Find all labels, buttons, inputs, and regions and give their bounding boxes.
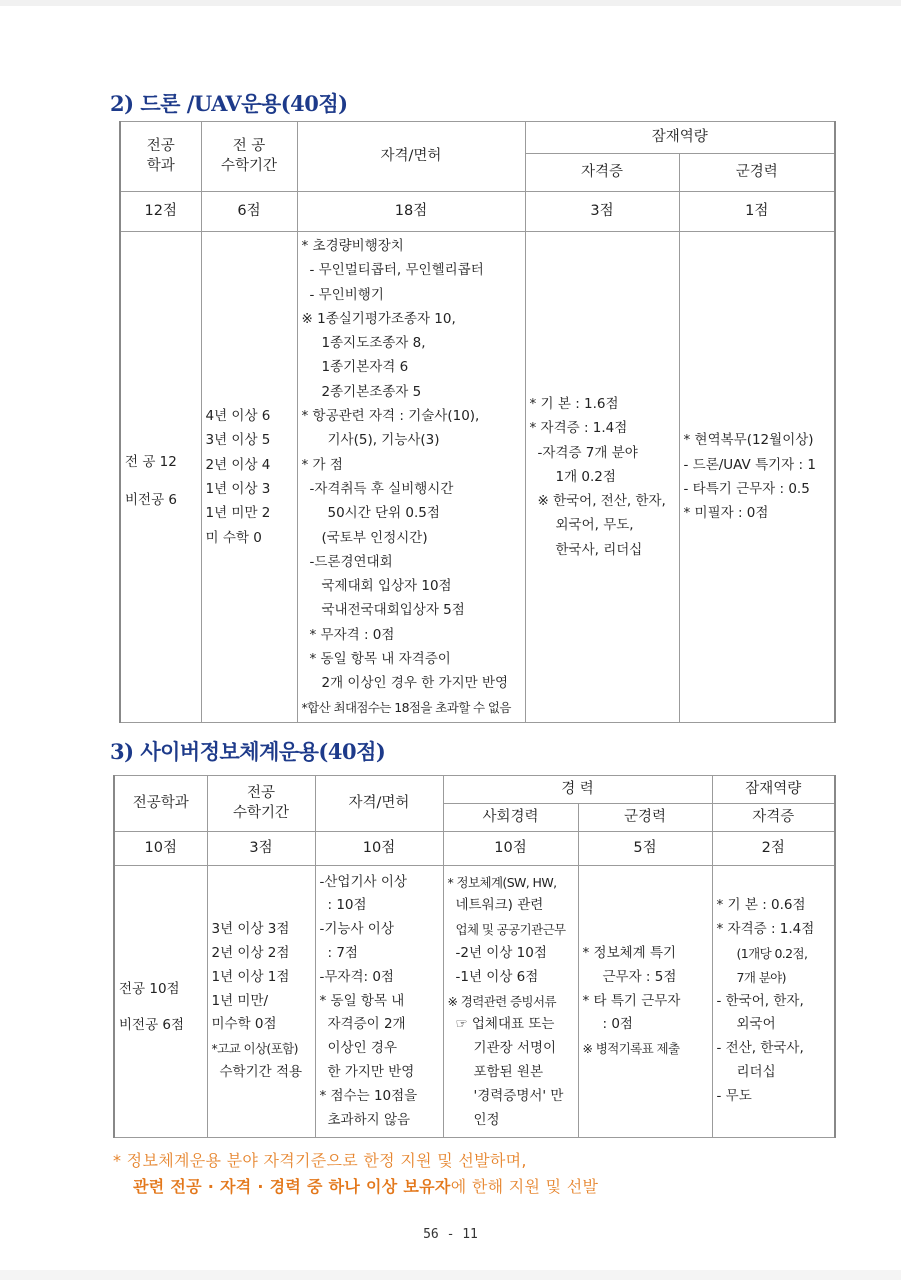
- license-criteria: -산업기사 이상 : 10점 -기능사 이상 : 7점 -무자격: 0점 * 동일 항목 내 자격증이 2개 이상인 경우 한 가지만 반영 * 점수는 10점을 초과하지 않음: [315, 866, 443, 1138]
- section3-title: 3) 사이버정보체계운용(40점): [110, 739, 386, 764]
- eligibility-note-line2: [133, 1174, 598, 1197]
- major-criteria: 전공 10점 비전공 6점: [114, 866, 207, 1138]
- header-social: 사회경력: [443, 804, 578, 832]
- points-license: 18점: [297, 192, 525, 232]
- page-number: 56 - 11: [423, 1227, 478, 1242]
- military-career-criteria: * 정보체계 특기 근무자 : 5점 * 타 특기 근무자 : 0점 ※ 병적기록표 제출: [578, 866, 712, 1138]
- header-major: 전공학과: [114, 776, 207, 832]
- points-military: 5점: [578, 832, 712, 866]
- years-criteria: 4년 이상 6 3년 이상 5 2년 이상 4 1년 이상 3 1년 미만 2 미 수학 0: [201, 232, 297, 723]
- bottom-edge: [0, 1270, 901, 1280]
- section2-title: 2) 드론 /UAV운용(40점): [110, 91, 348, 116]
- header-years: 전 공 수학기간: [201, 122, 297, 192]
- points-major: 10점: [114, 832, 207, 866]
- header-cert: 자격증: [712, 804, 835, 832]
- header-years: 전공 수학기간: [207, 776, 315, 832]
- eligibility-note-emphasis: 관련 전공 · 자격 · 경력 중 하나 이상 보유자: [133, 1177, 451, 1196]
- points-years: 6점: [201, 192, 297, 232]
- header-cert: 자격증: [525, 154, 679, 192]
- points-cert: 3점: [525, 192, 679, 232]
- points-military: 1점: [679, 192, 835, 232]
- header-potential: 잠재역량: [712, 776, 835, 804]
- points-license: 10점: [315, 832, 443, 866]
- points-major: 12점: [120, 192, 201, 232]
- header-license: 자격/면허: [315, 776, 443, 832]
- header-license: 자격/면허: [297, 122, 525, 192]
- top-edge: [0, 0, 901, 6]
- header-career: 경 력: [443, 776, 712, 804]
- header-military: 군경력: [679, 154, 835, 192]
- social-career-criteria: * 정보체계(SW, HW, 네트워크) 관련 업체 및 공공기관근무 -2년 이상 10점 -1년 이상 6점 ※ 경력관련 증빙서류 ☞ 업체대표 또는 기관장 서명이 포함된 원본 '경력증명서' 만 인정: [443, 866, 578, 1138]
- points-years: 3점: [207, 832, 315, 866]
- eligibility-note-line1: * 정보체계운용 분야 자격기준으로 한정 지원 및 선발하며,: [113, 1151, 527, 1170]
- header-major: 전공 학과: [120, 122, 201, 192]
- years-criteria: 3년 이상 3점 2년 이상 2점 1년 이상 1점 1년 미만/ 미수학 0점 *고교 이상(포함) 수학기간 적용: [207, 866, 315, 1138]
- major-criteria: 전 공 12 비전공 6: [120, 232, 201, 723]
- cert-criteria: * 기 본 : 1.6점 * 자격증 : 1.4점 -자격증 7개 분야 1개 0.2점 ※ 한국어, 전산, 한자, 외국어, 무도, 한국사, 리더십: [525, 232, 679, 723]
- header-military: 군경력: [578, 804, 712, 832]
- eligibility-note-rest: 에 한해 지원 및 선발: [450, 1177, 599, 1196]
- military-criteria: * 현역복무(12월이상) - 드론/UAV 특기자 : 1 - 타특기 근무자 : 0.5 * 미필자 : 0점: [679, 232, 835, 723]
- cyber-scoring-table: [113, 775, 836, 1138]
- drone-scoring-table: [119, 121, 836, 723]
- cert-criteria: * 기 본 : 0.6점 * 자격증 : 1.4점 (1개당 0.2점, 7개 분야) - 한국어, 한자, 외국어 - 전산, 한국사, 리더십 - 무도: [712, 866, 835, 1138]
- points-cert: 2점: [712, 832, 835, 866]
- license-criteria: * 초경량비행장치 - 무인멀티콥터, 무인헬리콥터 - 무인비행기 ※ 1종실기평가조종자 10, 1종지도조종자 8, 1종기본자격 6 2종기본조종자 5 * 항공관련 자격 : 기술사(10), 기사(5), 기능사(3) * 가 점 -자격취득 후 실비행시간 50시간 단위 0.5점 (국토부 인정시간) -드론경연대회 국제대회 입상자 10점 국내전국대회입상자 5점 * 무자격 : 0점 * 동일 항목 내 자격증이 2개 이상인 경우 한 가지만 반영 *합산 최대점수는 18점을 초과할 수 없음: [297, 232, 525, 723]
- points-social: 10점: [443, 832, 578, 866]
- header-potential: 잠재역량: [525, 122, 835, 154]
